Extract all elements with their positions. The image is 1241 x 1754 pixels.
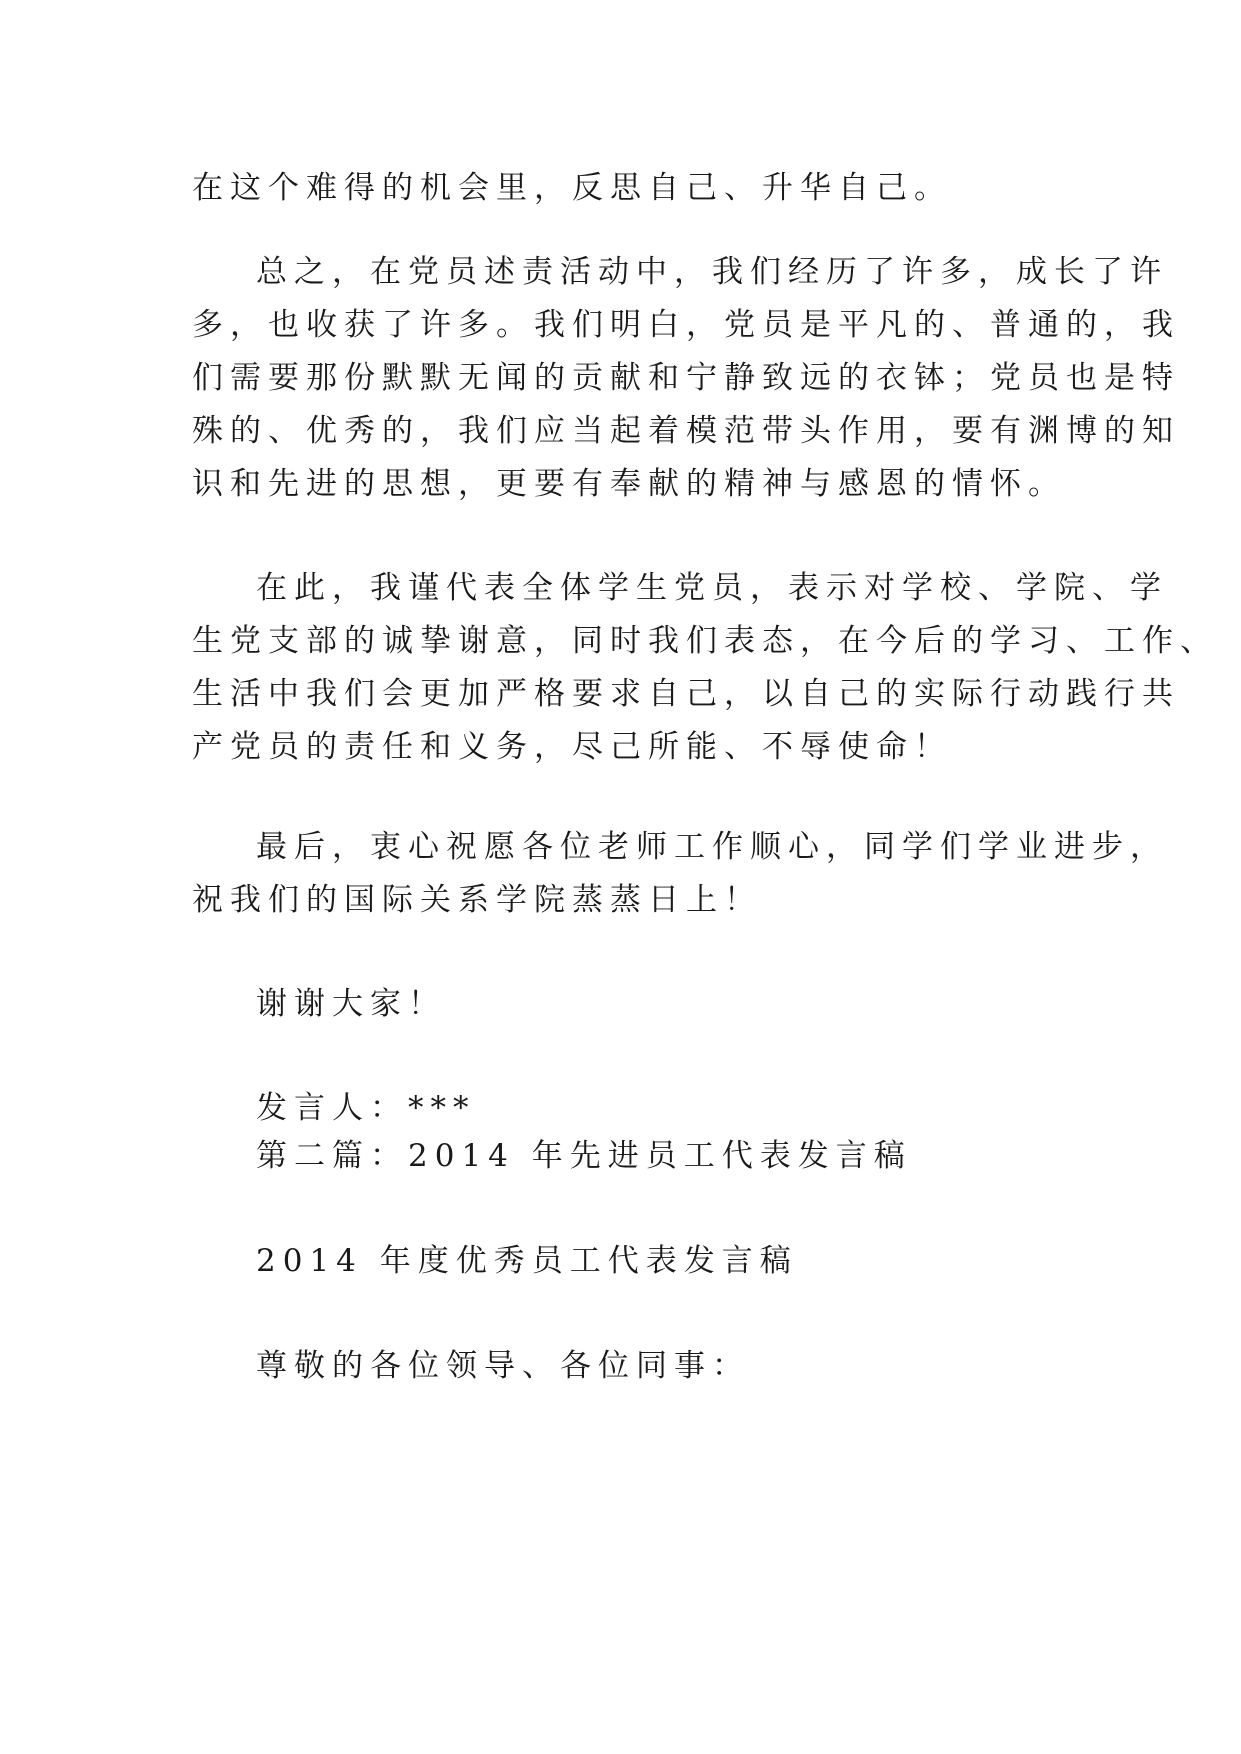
paragraph-1-line-1: 在这个难得的机会里，反思自己、升华自己。 bbox=[192, 170, 952, 206]
paragraph-2-line-4: 殊的、优秀的，我们应当起着模范带头作用，要有渊博的知 bbox=[192, 413, 1180, 449]
paragraph-3-line-2: 生党支部的诚挚谢意，同时我们表态，在今后的学习、工作、 bbox=[192, 623, 1218, 659]
paragraph-4-line-2: 祝我们的国际关系学院蒸蒸日上！ bbox=[192, 882, 762, 918]
paragraph-2-line-2: 多，也收获了许多。我们明白，党员是平凡的、普通的，我 bbox=[192, 307, 1180, 343]
speaker-line: 发言人：*** bbox=[256, 1090, 476, 1126]
paragraph-3-line-4: 产党员的责任和义务，尽己所能、不辱使命！ bbox=[192, 729, 952, 765]
paragraph-3-line-3: 生活中我们会更加严格要求自己，以自己的实际行动践行共 bbox=[192, 676, 1180, 712]
paragraph-3-line-1: 在此，我谨代表全体学生党员，表示对学校、学院、学 bbox=[256, 570, 1168, 606]
paragraph-4-line-1: 最后，衷心祝愿各位老师工作顺心，同学们学业进步， bbox=[256, 829, 1168, 865]
paragraph-2-line-3: 们需要那份默默无闻的贡献和宁静致远的衣钵；党员也是特 bbox=[192, 360, 1180, 396]
section-title: 第二篇：2014 年先进员工代表发言稿 bbox=[256, 1138, 912, 1174]
paragraph-2-line-5: 识和先进的思想，更要有奉献的精神与感恩的情怀。 bbox=[192, 466, 1066, 502]
thanks-line: 谢谢大家！ bbox=[256, 986, 446, 1022]
salutation-line: 尊敬的各位领导、各位同事： bbox=[256, 1348, 750, 1384]
speech-title: 2014 年度优秀员工代表发言稿 bbox=[256, 1243, 798, 1279]
paragraph-2-line-1: 总之，在党员述责活动中，我们经历了许多，成长了许 bbox=[256, 254, 1168, 290]
